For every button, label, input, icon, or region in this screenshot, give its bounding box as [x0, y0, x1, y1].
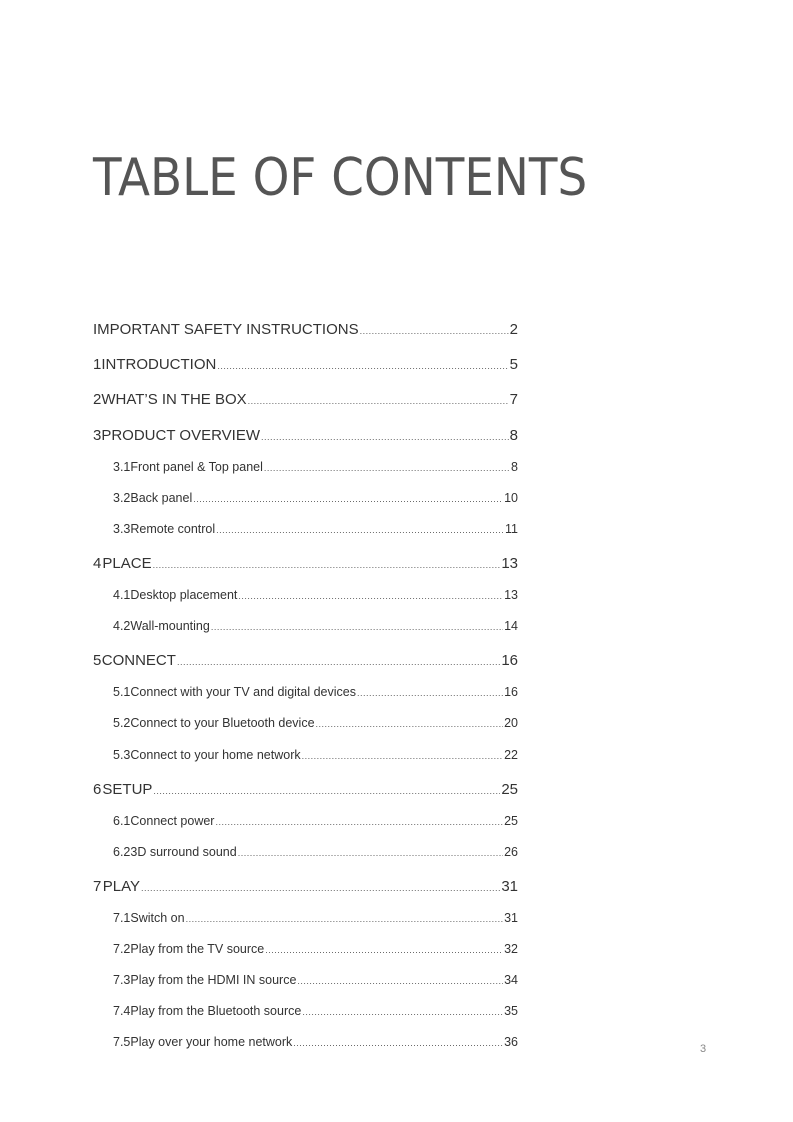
toc-entry-label: Desktop placement	[130, 588, 238, 602]
toc-entry-number: 7.3	[113, 973, 131, 987]
toc-entry-number: 5.2	[113, 716, 131, 730]
toc-entry-number: 3	[93, 427, 102, 444]
dot-leader	[186, 914, 504, 924]
toc-entry[interactable]	[93, 391, 518, 408]
dot-leader	[141, 883, 500, 893]
toc-entry-label: Remote control	[130, 522, 216, 536]
toc-subentry[interactable]	[113, 845, 518, 859]
toc-entry-label: Connect to your home network	[130, 748, 301, 762]
toc-subentry[interactable]	[113, 748, 518, 762]
toc-entry-page: 25	[504, 814, 518, 828]
toc-entry[interactable]	[93, 356, 518, 373]
dot-leader	[316, 719, 504, 729]
toc-subentry[interactable]	[113, 1004, 518, 1018]
dot-leader	[238, 848, 503, 858]
toc-entry-page: 8	[511, 460, 518, 474]
toc-entry-number: 5.1	[113, 685, 131, 699]
dot-leader	[238, 591, 503, 601]
dot-leader	[302, 1007, 503, 1017]
toc-entry-label: CONNECT	[101, 652, 176, 669]
toc-entry-number: 3.2	[113, 491, 131, 505]
toc-entry-label: PLACE	[102, 555, 152, 572]
toc-entry-page: 34	[504, 973, 518, 987]
toc-entry[interactable]	[93, 878, 518, 895]
toc-entry-page: 14	[504, 619, 518, 633]
toc-entry-page: 13	[504, 588, 518, 602]
toc-entry-page: 22	[504, 748, 518, 762]
dot-leader	[153, 786, 500, 796]
toc-subentry[interactable]	[113, 460, 518, 474]
dot-leader	[297, 976, 503, 986]
toc-entry-label: Play from the Bluetooth source	[130, 1004, 302, 1018]
toc-entry-number: 7.1	[113, 911, 131, 925]
toc-subentry[interactable]	[113, 716, 518, 730]
toc-entry-label: PRODUCT OVERVIEW	[101, 427, 260, 444]
toc-entry-page: 10	[504, 491, 518, 505]
toc-entry-page: 16	[504, 685, 518, 699]
dot-leader	[216, 525, 504, 535]
toc-entry-label: Front panel & Top panel	[130, 460, 263, 474]
dot-leader	[357, 688, 503, 698]
toc-entry[interactable]	[93, 781, 518, 798]
toc-entry-page: 7	[509, 391, 518, 408]
page-number: 3	[700, 1043, 707, 1055]
toc-entry-page: 25	[501, 781, 518, 798]
toc-entry-page: 13	[501, 555, 518, 572]
toc-entry-page: 20	[504, 716, 518, 730]
toc-entry-label: IMPORTANT SAFETY INSTRUCTIONS	[93, 321, 359, 338]
toc-entry-page: 36	[504, 1035, 518, 1049]
toc-subentry[interactable]	[113, 685, 518, 699]
toc-entry-number: 3.1	[113, 460, 131, 474]
toc-entry-page: 11	[505, 522, 518, 536]
dot-leader	[153, 560, 501, 570]
dot-leader	[177, 657, 500, 667]
toc-entry-number: 6.1	[113, 814, 131, 828]
toc-entry-label: Play from the TV source	[130, 942, 265, 956]
toc-entry-label: Connect to your Bluetooth device	[130, 716, 315, 730]
toc-entry-page: 8	[509, 427, 518, 444]
toc-entry-label: Connect power	[130, 814, 215, 828]
toc-entry-page: 16	[501, 652, 518, 669]
toc-entry[interactable]	[93, 321, 518, 338]
toc-entry-number: 7.4	[113, 1004, 131, 1018]
dot-leader	[293, 1038, 503, 1048]
toc-subentry[interactable]	[113, 619, 518, 633]
toc-subentry[interactable]	[113, 942, 518, 956]
toc-subentry[interactable]	[113, 491, 518, 505]
toc-subentry[interactable]	[113, 814, 518, 828]
toc-entry-number: 6	[93, 781, 102, 798]
dot-leader	[261, 432, 509, 442]
toc-entry-page: 5	[509, 356, 518, 373]
toc-entry-label: PLAY	[102, 878, 140, 895]
dot-leader	[217, 361, 508, 371]
dot-leader	[265, 945, 503, 955]
toc-entry-page: 31	[504, 911, 518, 925]
dot-leader	[360, 326, 509, 336]
toc-entry-number: 1	[93, 356, 102, 373]
toc-subentry[interactable]	[113, 911, 518, 925]
page-title: TABLE OF CONTENTS	[93, 148, 588, 208]
dot-leader	[193, 494, 503, 504]
toc-entry-label: INTRODUCTION	[101, 356, 217, 373]
toc-entry-label: 3D surround sound	[130, 845, 237, 859]
toc-entry-number: 5	[93, 652, 102, 669]
toc-subentry[interactable]	[113, 973, 518, 987]
toc-entry-label: Switch on	[130, 911, 185, 925]
toc-entry[interactable]	[93, 427, 518, 444]
toc-entry-label: WHAT’S IN THE BOX	[101, 391, 247, 408]
toc-entry-number: 4	[93, 555, 102, 572]
toc-entry-page: 26	[504, 845, 518, 859]
toc-entry-page: 31	[501, 878, 518, 895]
dot-leader	[215, 817, 503, 827]
toc-entry-page: 2	[509, 321, 518, 338]
dot-leader	[264, 463, 510, 473]
toc-entry-number: 4.1	[113, 588, 131, 602]
toc-subentry[interactable]	[113, 1035, 518, 1049]
toc-entry-label: SETUP	[102, 781, 153, 798]
toc-subentry[interactable]	[113, 588, 518, 602]
toc-entry[interactable]	[93, 555, 518, 572]
dot-leader	[248, 396, 509, 406]
toc-entry-number: 7.5	[113, 1035, 131, 1049]
toc-entry[interactable]	[93, 652, 518, 669]
toc-entry-label: Play over your home network	[130, 1035, 293, 1049]
dot-leader	[302, 751, 503, 761]
toc-entry-page: 35	[504, 1004, 518, 1018]
toc-entry-number: 5.3	[113, 748, 131, 762]
toc-entry-label: Wall-mounting	[130, 619, 210, 633]
toc-entry-number: 4.2	[113, 619, 131, 633]
toc-entry-number: 7.2	[113, 942, 131, 956]
toc-subentry[interactable]	[113, 522, 518, 536]
toc-entry-label: Back panel	[130, 491, 193, 505]
dot-leader	[211, 622, 503, 632]
toc-entry-number: 7	[93, 878, 102, 895]
toc-entry-number: 3.3	[113, 522, 131, 536]
toc-entry-label: Play from the HDMI IN source	[130, 973, 297, 987]
toc-entry-number: 2	[93, 391, 102, 408]
toc-entry-page: 32	[504, 942, 518, 956]
toc-entry-label: Connect with your TV and digital devices	[130, 685, 356, 699]
toc-entry-number: 6.2	[113, 845, 131, 859]
